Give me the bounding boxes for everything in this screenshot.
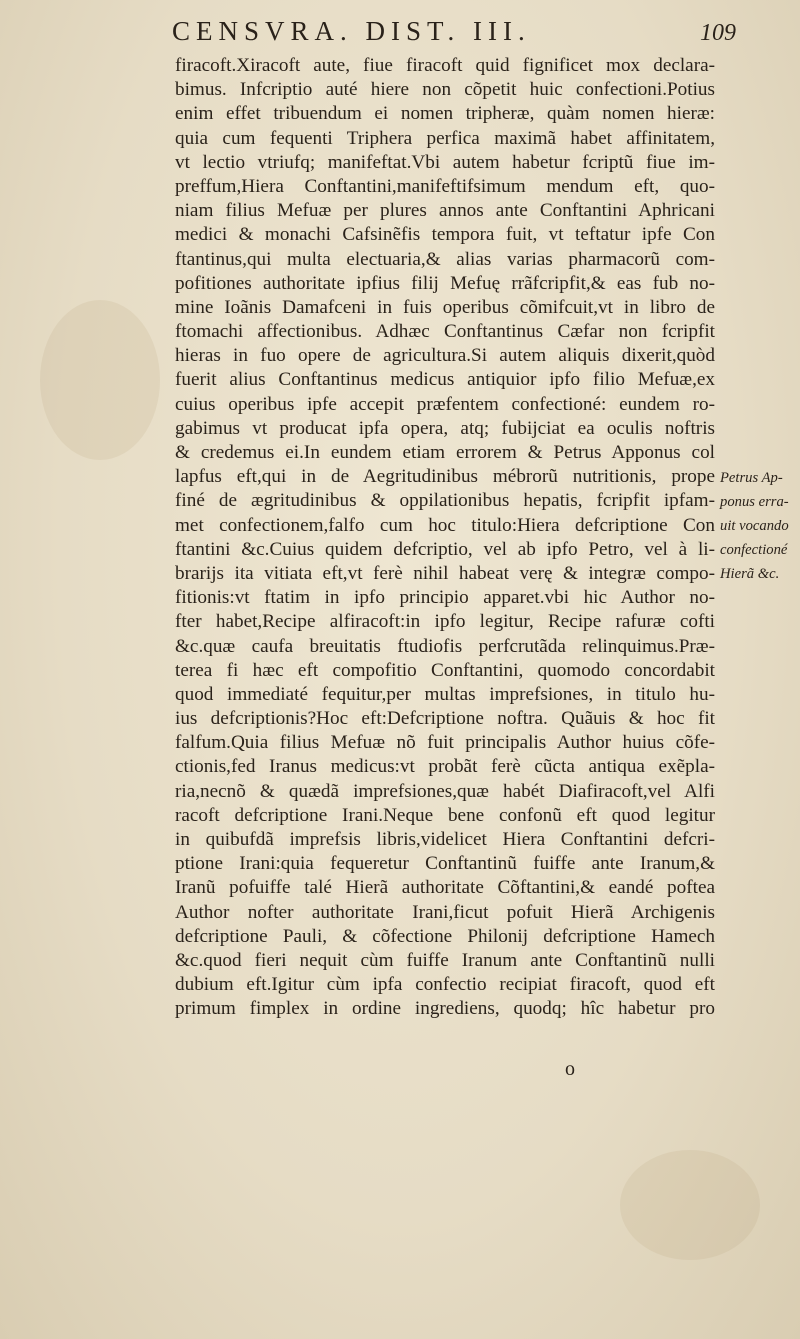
margin-note: Hierã &c. bbox=[720, 566, 780, 582]
page-number: 109 bbox=[700, 20, 736, 46]
text-line: ius defcriptionis?Hoc eft:Defcriptione noftra. Quãuis & hoc fit bbox=[175, 708, 715, 730]
margin-note: uit vocando bbox=[720, 518, 789, 534]
margin-note: Petrus Ap- bbox=[720, 470, 783, 486]
margin-note: ponus erra- bbox=[720, 494, 789, 510]
text-line: medici & monachi Cafsinẽfis tempora fuit, vt teftatur ipfe Con bbox=[175, 224, 715, 246]
paper-stain bbox=[40, 300, 160, 460]
text-line: primum fimplex in ordine ingrediens, quodq; hîc habetur pro bbox=[175, 998, 715, 1020]
text-line: pofitiones authoritate ipfius filij Mefuę rrãfcripfit,& eas fub no- bbox=[175, 272, 715, 294]
text-line: hieras in fuo opere de agricultura.Si autem aliquis dixerit,quòd bbox=[175, 345, 715, 367]
text-line: vt lectio vtriufq; manifeftat.Vbi autem habetur fcriptũ fiue im- bbox=[175, 151, 715, 173]
text-line: &c.quæ caufa breuitatis ftudiofis perfcrutãda relinquimus.Præ- bbox=[175, 635, 715, 657]
text-line: dubium eft.Igitur cùm ipfa confectio recipiat firacoft, quod eft bbox=[175, 974, 715, 996]
text-line: cuius operibus ipfe accepit præfentem confectioné: eundem ro- bbox=[175, 393, 715, 415]
catchword: o bbox=[565, 1058, 575, 1080]
text-line: in quibufdã imprefsis libris,videlicet Hiera Conftantini defcri- bbox=[175, 829, 715, 850]
text-line: ftantini &c.Cuius quidem defcriptio, vel ab ipfo Petro, vel à li- bbox=[175, 538, 715, 560]
text-line: &c.quod fieri nequit cùm fuiffe Iranum ante Conftantinũ nulli bbox=[175, 949, 715, 971]
text-line: ria,necnõ & quædã imprefsiones,quæ habét Diafiracoft,vel Alfi bbox=[175, 780, 715, 802]
text-line: brarijs ita vitiata eft,vt ferè nihil habeat verę & integræ compo- bbox=[175, 562, 715, 584]
text-line: Author nofter authoritate Irani,ficut pofuit Hierã Archigenis bbox=[175, 901, 715, 923]
running-head: CENSVRA. DIST. III. bbox=[172, 16, 531, 46]
text-line: & credemus ei.In eundem etiam errorem & Petrus Apponus col bbox=[175, 442, 715, 463]
text-line: ptione Irani:quia fequeretur Conftantinũ fuiffe ante Iranum,& bbox=[175, 853, 715, 875]
text-line: niam filius Mefuæ per plures annos ante Conftantini Aphricani bbox=[175, 200, 715, 222]
text-line: bimus. Infcriptio auté hiere non cõpetit huic confectioni.Potius bbox=[175, 79, 715, 101]
text-line: racoft defcriptione Irani.Neque bene confonũ eft quod legitur bbox=[175, 804, 715, 826]
text-line: quod immediaté fequitur,per multas imprefsiones, in titulo hu- bbox=[175, 683, 715, 705]
text-line: enim effet tribuendum ei nomen tripheræ, quàm nomen hieræ: bbox=[175, 103, 715, 125]
text-line: mine Ioãnis Damafceni in fuis operibus cõmifcuit,vt in libro de bbox=[175, 296, 715, 318]
text-line: met confectionem,falfo cum hoc titulo:Hiera defcriptione Con bbox=[175, 514, 715, 536]
text-line: firacoft.Xiracoft aute, fiue firacoft quid fignificet mox declara- bbox=[175, 55, 715, 76]
text-line: preffum,Hiera Conftantini,manifeftifsimum mendum eft, quo- bbox=[175, 175, 715, 197]
margin-note: confectioné bbox=[720, 542, 788, 558]
text-line: terea fi hæc eft compofitio Conftantini, quomodo concordabit bbox=[175, 659, 715, 681]
text-line: falfum.Quia filius Mefuæ nõ fuit principalis Author huius cõfe- bbox=[175, 732, 715, 754]
text-line: fitionis:vt ftatim in ipfo principio apparet.vbi hic Author no- bbox=[175, 587, 715, 609]
text-line: fuerit alius Conftantinus medicus antiquior ipfo filio Mefuæ,ex bbox=[175, 369, 715, 391]
text-line: quia cum fequenti Triphera perfica maximã habet affinitatem, bbox=[175, 127, 715, 149]
text-line: finé de ægritudinibus & oppilationibus hepatis, fcripfit ipfam- bbox=[175, 490, 715, 512]
text-line: Iranũ pofuiffe talé Hierã authoritate Cõftantini,& eandé poftea bbox=[175, 877, 715, 899]
text-line: gabimus vt producat ipfa opera, atq; fubijciat ea oculis noftris bbox=[175, 417, 715, 439]
text-line: ftantinus,qui multa electuaria,& alias varias pharmacorũ com- bbox=[175, 248, 715, 270]
text-line: fter habet,Recipe alfiracoft:in ipfo legitur, Recipe rafuræ cofti bbox=[175, 611, 715, 633]
text-line: ftomachi affectionibus. Adhæc Conftantinus Cæfar non fcripfit bbox=[175, 321, 715, 343]
body-text bbox=[175, 54, 715, 1022]
text-line: ctionis,fed Iranus medicus:vt probãt ferè cũcta antiqua exẽpla- bbox=[175, 756, 715, 778]
text-line: defcriptione Pauli, & cõfectione Philonij defcriptione Hamech bbox=[175, 925, 715, 947]
text-line: lapfus eft,qui in de Aegritudinibus mébrorũ nutritionis, prope bbox=[175, 466, 715, 488]
paper-stain bbox=[620, 1150, 760, 1260]
